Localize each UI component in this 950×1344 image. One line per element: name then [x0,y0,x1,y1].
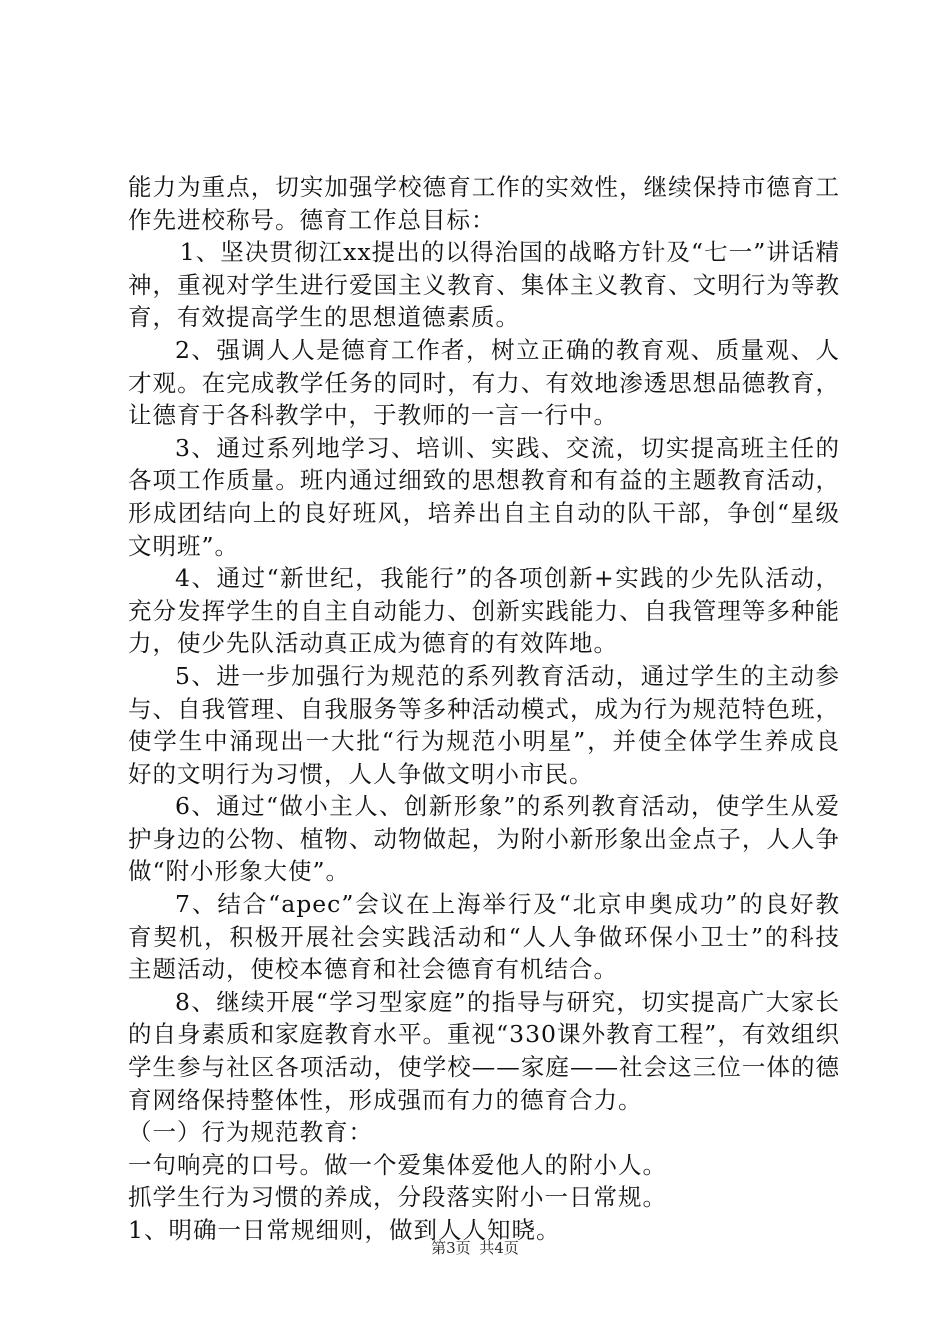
paragraph-item-2: 2、强调人人是德育工作者，树立正确的教育观、质量观、人才观。在完成教学任务的同时，有力、有效地渗透思想品德教育，让德育于各科教学中，于教师的一言一行中。 [128,335,840,430]
paragraph-item-1: 1、坚决贯彻江xx提出的以得治国的战略方针及“七一”讲话精神，重视对学生进行爱国主义教育、集体主义教育、文明行为等教育，有效提高学生的思想道德素质。 [128,238,840,332]
paragraph-item-7: 7、结合“apec”会议在上海举行及“北京申奥成功”的良好教育契机，积极开展社会实践活动和“人人争做环保小卫士”的科技主题活动，使校本德育和社会德育有机结合。 [128,890,840,984]
page-total: 共4页 [479,1239,519,1257]
section-heading: （一）行为规范教育： [128,1118,373,1147]
paragraph-item-8: 8、继续开展“学习型家庭”的指导与研究，切实提高广大家长的自身素质和家庭教育水平。重视“330课外教育工程”，有效组织学生参与社区各项活动，使学校——家庭——社会这三位一体的德育网络保持整体性，形成强而有力的德育合力。 [128,987,840,1114]
paragraph-intro: 能力为重点，切实加强学校德育工作的实效性，继续保持市德育工作先进校称号。德育工作总目标： [128,173,840,234]
rule-line: 1、明确一日常规细则，做到人人知晓。 [128,1216,561,1244]
paragraph-item-6: 6、通过“做小主人、创新形象”的系列教育活动，使学生从爱护身边的公物、植物、动物做起，为附小新形象出金点子，人人争做“附小形象大使”。 [128,792,840,886]
paragraph-item-3: 3、通过系列地学习、培训、实践、交流，切实提高班主任的各项工作质量。班内通过细致的思想教育和有益的主题教育活动，形成团结向上的良好班风，培养出自主自动的队干部，争创“星级文明班”。 [128,433,840,560]
page-footer [0,1237,950,1258]
slogan-line: 一句响亮的口号。做一个爱集体爱他人的附小人。 [128,1150,667,1179]
paragraph-item-4: 4、通过“新世纪，我能行”的各项创新+实践的少先队活动，充分发挥学生的自主自动能力、创新实践能力、自我管理等多种能力，使少先队活动真正成为德育的有效阵地。 [128,564,840,658]
document-body [128,171,840,1247]
page-number: 第3页 [431,1239,471,1257]
paragraph-item-5: 5、进一步加强行为规范的系列教育活动，通过学生的主动参与、自我管理、自我服务等多种活动模式，成为行为规范特色班，使学生中涌现出一大批“行为规范小明星”，并使全体学生养成良好的文明行为习惯，人人争做文明小市民。 [128,661,840,788]
habit-line: 抓学生行为习惯的养成，分段落实附小一日常规。 [128,1183,667,1212]
